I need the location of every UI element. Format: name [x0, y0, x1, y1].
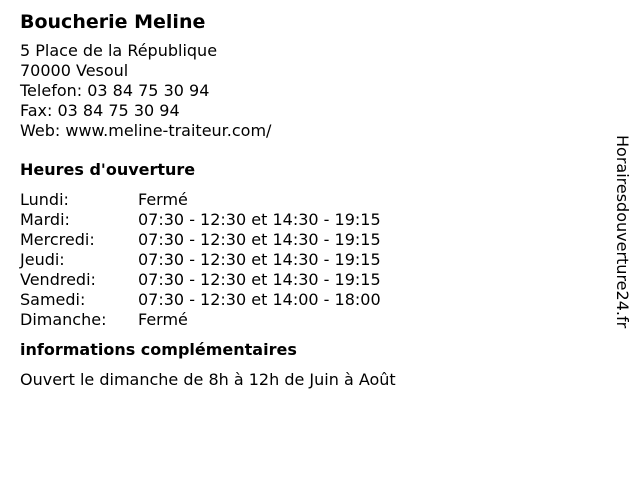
hours-day: Vendredi: — [20, 270, 96, 289]
business-card — [20, 10, 600, 390]
hours-row-samedi — [20, 290, 600, 310]
hours-day: Jeudi: — [20, 250, 65, 269]
hours-day: Lundi: — [20, 190, 69, 209]
hours-row-lundi — [20, 190, 600, 210]
fax-line: Fax: 03 84 75 30 94 — [20, 101, 180, 120]
hours-time: 07:30 - 12:30 et 14:30 - 19:15 — [138, 230, 381, 249]
hours-day: Mardi: — [20, 210, 70, 229]
extra-info-heading: informations complémentaires — [20, 340, 297, 359]
hours-row-vendredi — [20, 270, 600, 290]
hours-day: Samedi: — [20, 290, 86, 309]
hours-row-mercredi — [20, 230, 600, 250]
hours-time: 07:30 - 12:30 et 14:30 - 19:15 — [138, 210, 381, 229]
address-city: 70000 Vesoul — [20, 61, 129, 80]
hours-time: Fermé — [138, 190, 188, 209]
extra-info-text: Ouvert le dimanche de 8h à 12h de Juin à Août — [20, 370, 396, 389]
hours-time: 07:30 - 12:30 et 14:30 - 19:15 — [138, 250, 381, 269]
hours-row-mardi — [20, 210, 600, 230]
hours-time: Fermé — [138, 310, 188, 329]
opening-hours-table — [20, 190, 600, 330]
business-name: Boucherie Meline — [20, 11, 206, 33]
hours-day: Dimanche: — [20, 310, 107, 329]
site-watermark: Horairesdouverture24.fr — [613, 135, 632, 329]
phone-line: Telefon: 03 84 75 30 94 — [20, 81, 210, 100]
web-line: Web: www.meline-traiteur.com/ — [20, 121, 272, 140]
hours-row-dimanche — [20, 310, 600, 330]
hours-day: Mercredi: — [20, 230, 95, 249]
opening-hours-heading: Heures d'ouverture — [20, 160, 196, 179]
address-street: 5 Place de la République — [20, 41, 218, 60]
hours-time: 07:30 - 12:30 et 14:00 - 18:00 — [138, 290, 381, 309]
hours-time: 07:30 - 12:30 et 14:30 - 19:15 — [138, 270, 381, 289]
hours-row-jeudi — [20, 250, 600, 270]
